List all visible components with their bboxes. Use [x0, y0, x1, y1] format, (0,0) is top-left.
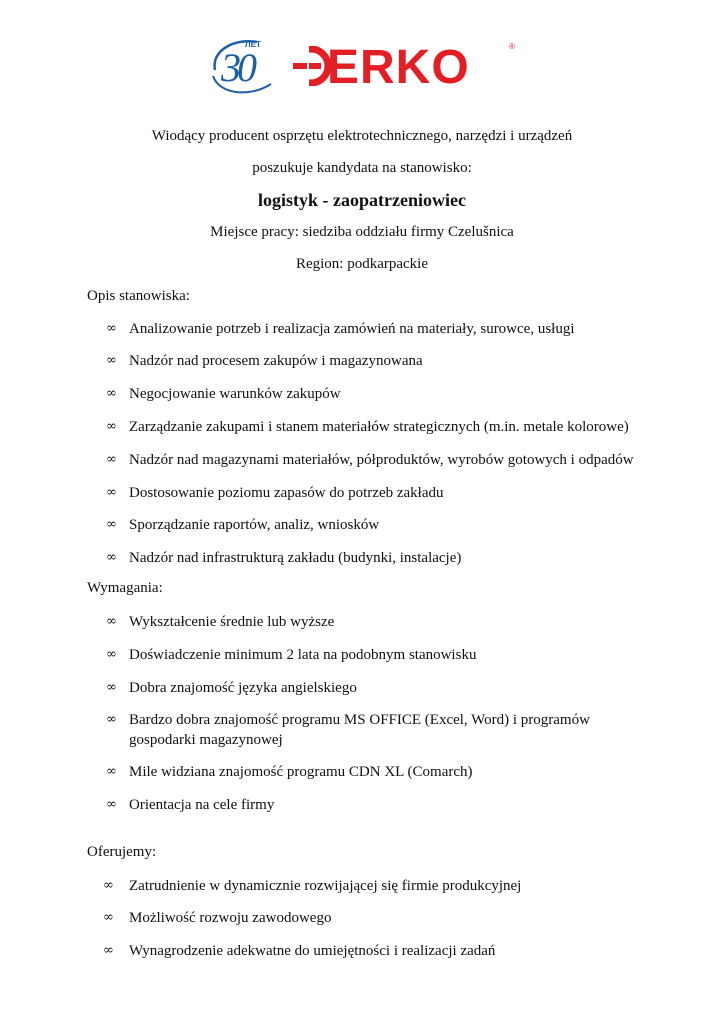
infinity-bullet-icon: ∞	[106, 353, 117, 368]
infinity-bullet-icon: ∞	[106, 764, 117, 779]
infinity-bullet-icon: ∞	[106, 647, 117, 662]
infinity-bullet-icon: ∞	[106, 680, 117, 695]
list-item: ∞ Nadzór nad procesem zakupów i magazynowana	[106, 353, 423, 369]
region-text: Region: podkarpackie	[295, 256, 429, 272]
list-item: ∞ Wykształcenie średnie lub wyższe	[106, 614, 335, 630]
brand-name: ERKO	[327, 41, 470, 94]
company-logo	[205, 36, 519, 98]
infinity-bullet-icon: ∞	[106, 550, 117, 565]
list-item: ∞ Zarządzanie zakupami i stanem materiałów strategicznych (m.in. metale kolorowe)	[106, 419, 629, 435]
anniversary-word: ЛЕТ	[245, 40, 261, 49]
list-item: ∞ Nadzór nad infrastrukturą zakładu (budynki, instalacje)	[106, 550, 462, 566]
infinity-bullet-icon: ∞	[106, 419, 117, 434]
list-item: ∞ Orientacja na cele firmy	[106, 797, 275, 813]
anniversary-number: 30	[221, 45, 253, 90]
list-item: ∞ Bardzo dobra znajomość programu MS OFFICE (Excel, Word) i programów gospodarki magazynowej	[106, 712, 590, 748]
list-item: ∞ Sporządzanie raportów, analiz, wniosków	[106, 517, 380, 533]
description-heading: Opis stanowiska:	[87, 288, 190, 304]
infinity-bullet-icon: ∞	[103, 910, 114, 925]
infinity-bullet-icon: ∞	[106, 797, 117, 812]
infinity-bullet-icon: ∞	[103, 878, 114, 893]
infinity-bullet-icon: ∞	[103, 943, 114, 958]
offer-heading: Oferujemy:	[87, 844, 157, 860]
list-item: ∞ Mile widziana znajomość programu CDN XL (Comarch)	[106, 764, 473, 780]
infinity-bullet-icon: ∞	[106, 386, 117, 401]
infinity-bullet-icon: ∞	[106, 614, 117, 629]
list-item: ∞ Negocjowanie warunków zakupów	[106, 386, 341, 402]
registered-mark: ®	[509, 42, 515, 51]
list-item: ∞ Wynagrodzenie adekwatne do umiejętności i realizacji zadań	[103, 943, 496, 959]
infinity-bullet-icon: ∞	[106, 485, 117, 500]
list-item: ∞ Nadzór nad magazynami materiałów, półproduktów, wyrobów gotowych i odpadów	[106, 452, 634, 468]
position-title: logistyk - zaopatrzeniowiec	[258, 190, 466, 210]
intro-text: Wiodący producent osprzętu elektrotechnicznego, narzędzi i urządzeń	[151, 128, 573, 144]
list-item: ∞ Zatrudnienie w dynamicznie rozwijającej się firmie produkcyjnej	[103, 878, 522, 894]
seeking-text: poszukuje kandydata na stanowisko:	[252, 160, 472, 176]
infinity-bullet-icon: ∞	[106, 517, 117, 532]
list-item: ∞ Analizowanie potrzeb i realizacja zamówień na materiały, surowce, usługi	[106, 321, 575, 337]
infinity-bullet-icon: ∞	[106, 452, 117, 467]
infinity-bullet-icon: ∞	[106, 712, 117, 727]
list-item: ∞ Możliwość rozwoju zawodowego	[103, 910, 332, 926]
list-item: ∞ Dobra znajomość języka angielskiego	[106, 680, 357, 696]
list-item: ∞ Doświadczenie minimum 2 lata na podobnym stanowisku	[106, 647, 477, 663]
infinity-bullet-icon: ∞	[106, 321, 117, 336]
workplace-text: Miejsce pracy: siedziba oddziału firmy Czelušnica	[210, 224, 514, 240]
list-item: ∞ Dostosowanie poziomu zapasów do potrzeb zakładu	[106, 485, 444, 501]
requirements-heading: Wymagania:	[87, 580, 163, 596]
